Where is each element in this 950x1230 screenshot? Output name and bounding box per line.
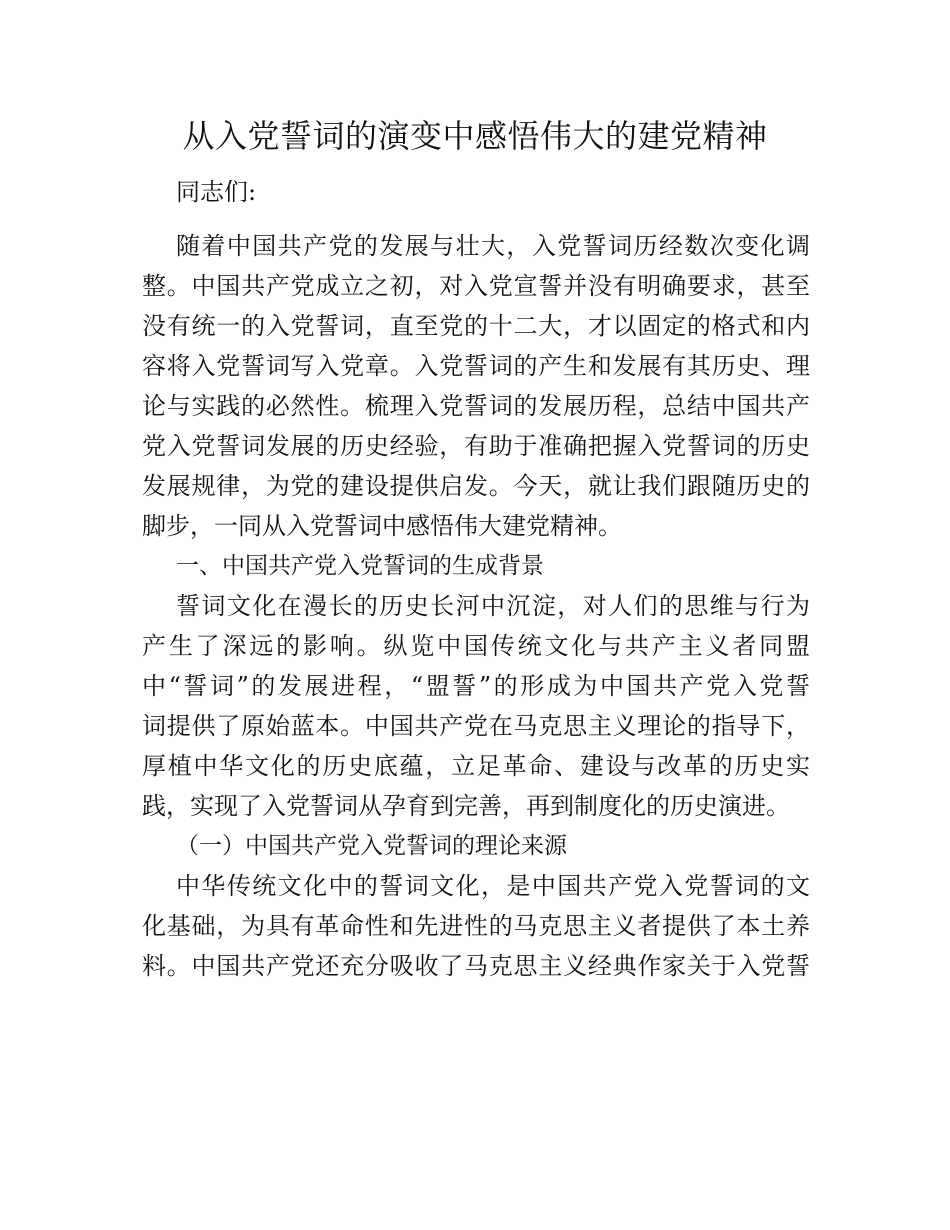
paragraph-3 [142,866,810,986]
paragraph-line: 化基础，为具有革命性和先进性的马克思主义者提供了本土养 [142,912,810,940]
paragraph-line: 发展规律，为党的建设提供启发。今天，就让我们跟随历史的 [142,472,810,500]
paragraph-line: 中华传统文化中的誓词文化，是中国共产党入党誓词的文 [176,872,810,900]
paragraph-line: 产生了深远的影响。纵览中国传统文化与共产主义者同盟 [142,632,810,660]
document-title: 从入党誓词的演变中感悟伟大的建党精神 [182,117,768,155]
spacer [142,212,810,226]
paragraph-1 [142,226,810,546]
paragraph-line: 词提供了原始蓝本。中国共产党在马克思主义理论的指导下， [142,712,810,740]
paragraph-line: 随着中国共产党的发展与壮大，入党誓词历经数次变化调 [176,232,810,260]
paragraph-line: 中“誓词”的发展进程，“盟誓”的形成为中国共产党入党誓 [142,672,810,700]
paragraph-line: 整。中国共产党成立之初，对入党宣誓并没有明确要求，甚至 [142,272,810,300]
paragraph-line: 誓词文化在漫长的历史长河中沉淀，对人们的思维与行为 [176,592,810,620]
paragraph-line: 料。中国共产党还充分吸收了马克思主义经典作家关于入党誓 [142,952,810,980]
paragraph-2 [142,586,810,826]
document-body [142,172,810,986]
paragraph-line: 容将入党誓词写入党章。入党誓词的产生和发展有其历史、理 [142,352,810,380]
paragraph-line: 没有统一的入党誓词，直至党的十二大，才以固定的格式和内 [142,312,810,340]
paragraph-line: 践，实现了入党誓词从孕育到完善，再到制度化的历史演进。 [142,792,790,820]
paragraph-line: 厚植中华文化的历史底蕴，立足革命、建设与改革的历史实 [142,752,810,780]
salutation: 同志们: [176,178,257,206]
paragraph-line: 脚步，一同从入党誓词中感悟伟大建党精神。 [142,512,622,540]
section-heading-2: （一）中国共产党入党誓词的理论来源 [176,833,567,859]
paragraph-line: 论与实践的必然性。梳理入党誓词的发展历程，总结中国共产 [142,392,810,420]
section-heading-1: 一、中国共产党入党誓词的生成背景 [176,553,544,579]
paragraph-line: 党入党誓词发展的历史经验，有助于准确把握入党誓词的历史 [142,432,810,460]
